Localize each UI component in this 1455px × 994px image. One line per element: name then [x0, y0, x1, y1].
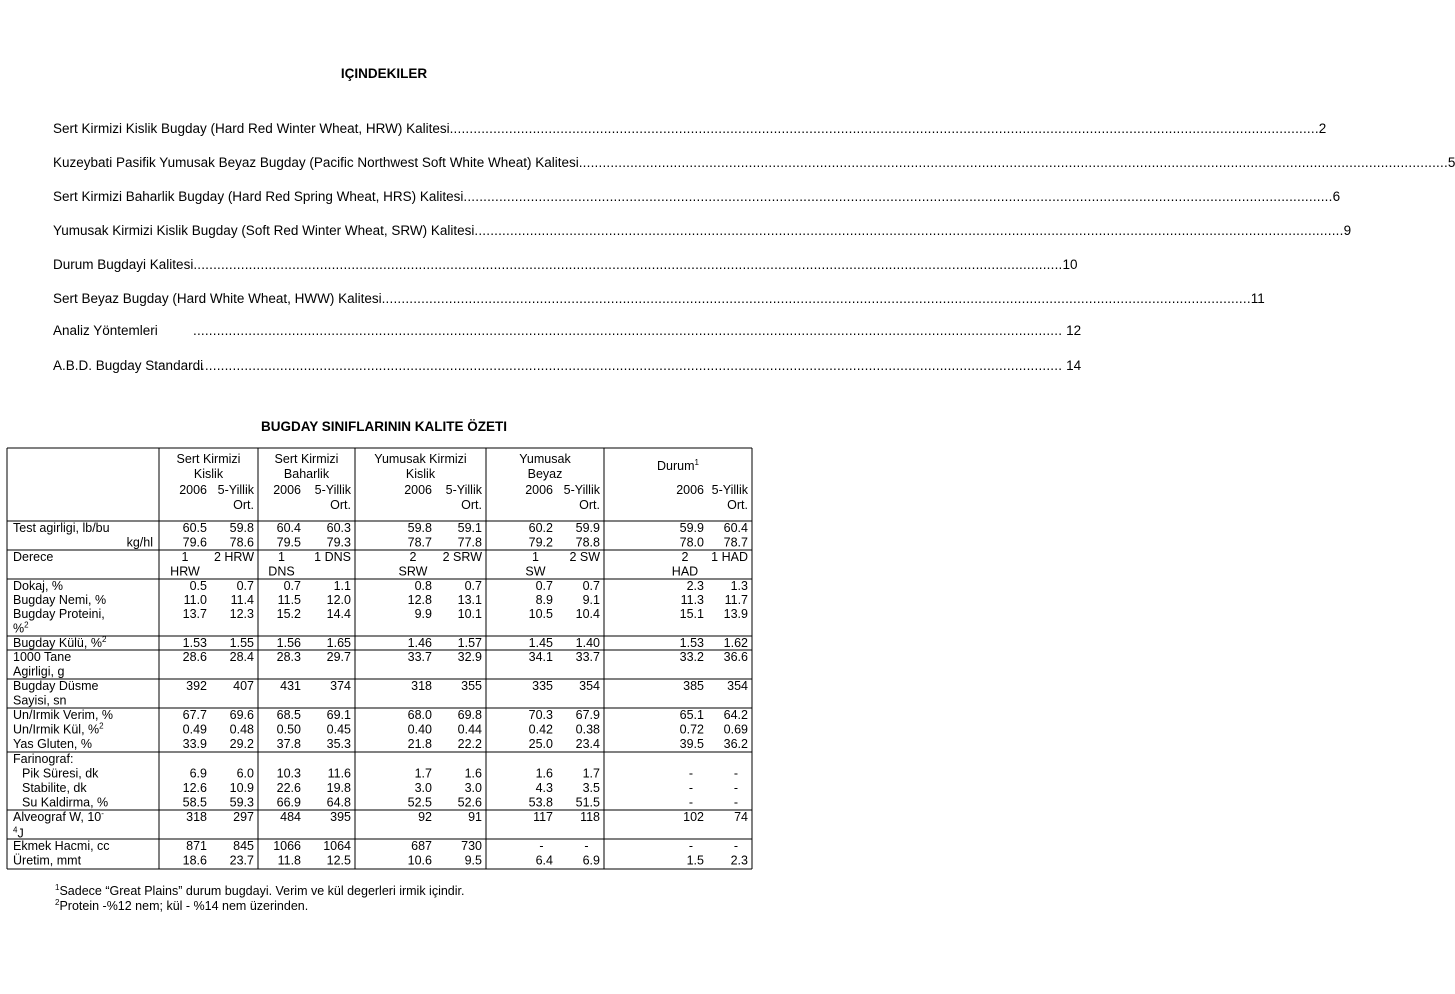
table-cell-value: 11.3: [680, 593, 704, 607]
table-cell-value: 22.2: [457, 737, 482, 751]
column-group-subtitle: Kislik: [193, 467, 224, 481]
table-cell-value: 68.5: [276, 708, 301, 722]
table-cell-value: 69.6: [229, 708, 254, 722]
table-cell-value: 70.3: [528, 708, 553, 722]
toc-entry-label: Yumusak Kirmizi Kislik Bugday (Soft Red Winter Wheat, SRW) Kalitesi: [53, 223, 475, 238]
table-cell-value: 11.0: [183, 593, 207, 607]
table-cell-value: 0.69: [723, 722, 748, 737]
column-group-title: Durum$^1$: [657, 458, 699, 473]
table-cell-value: 79.3: [326, 535, 351, 550]
table-cell-value: 1.46: [407, 636, 432, 650]
superscript: 2: [24, 620, 29, 630]
toc-entry[interactable]: [53, 320, 1082, 338]
table-cell-value: 12.3: [229, 607, 254, 621]
table-cell-value: 118: [580, 810, 600, 824]
footnote: [55, 883, 464, 898]
table-cell-value: 11.7: [724, 593, 748, 607]
table-cell-value: 68.0: [407, 708, 432, 722]
footnote-mark: 1: [55, 883, 60, 892]
table-cell-value: 0.7: [283, 579, 301, 593]
table-cell-value: 117: [533, 810, 553, 824]
row-label: Alveograf W, 10-: [13, 809, 104, 824]
table-cell-value: 2.3: [686, 579, 704, 593]
table-cell-value: 2.3: [730, 853, 748, 868]
toc-entry-label: Sert Beyaz Bugday (Hard White Wheat, HWW) Kalitesi: [53, 291, 382, 306]
toc-leader-dots: ............................................................................................................................................................................................................................: [381, 291, 1251, 306]
table-cell-value: 60.5: [182, 521, 207, 535]
table-cell-value: 79.5: [276, 535, 301, 550]
table-cell-value: 0.45: [326, 722, 351, 737]
footnote: [55, 898, 308, 913]
toc-entry[interactable]: [53, 186, 1341, 204]
table-cell-value: -: [584, 839, 589, 853]
table-cell-value: -: [733, 766, 739, 781]
column-header-avg: Ort.: [727, 498, 748, 512]
toc-entry[interactable]: [53, 355, 1082, 373]
toc-entry-label: A.B.D. Bugday Standardi: [53, 358, 204, 373]
table-cell-value: 354: [579, 679, 600, 693]
table-cell-value: SW: [525, 564, 546, 579]
table-cell-value: 33.2: [679, 650, 704, 664]
table-cell-value: 52.5: [407, 795, 432, 810]
row-label: %$^2$: [13, 620, 29, 636]
table-cell-value: 59.9: [575, 521, 600, 535]
table-cell-value: 13.9: [723, 607, 748, 621]
table-cell-value: 15.2: [276, 607, 301, 621]
toc-entry[interactable]: [53, 254, 1078, 272]
row-label-text: J: [17, 826, 24, 841]
table-cell-value: 59.9: [679, 521, 704, 535]
toc-entry-label: Sert Kirmizi Baharlik Bugday (Hard Red Spring Wheat, HRS) Kalitesi: [53, 189, 464, 204]
toc-entry-page: 12: [1066, 323, 1082, 338]
row-label: Bugday Nemi, %: [13, 593, 107, 607]
table-cell-value: SRW: [398, 564, 428, 579]
table-cell-value: 730: [461, 839, 482, 853]
column-group-title: Sert Kirmizi: [176, 452, 241, 466]
table-cell-value: -: [733, 795, 739, 810]
table-cell-value: 318: [411, 679, 432, 693]
table-cell-value: 59.8: [407, 521, 432, 535]
table-cell-value: 78.0: [679, 535, 704, 550]
column-group-subtitle: Baharlik: [283, 467, 330, 481]
row-label: Bugday Düsme: [13, 679, 99, 693]
superscript: 2: [101, 635, 107, 644]
table-cell-value: 318: [186, 810, 207, 824]
table-cell-value: 6.9: [189, 766, 207, 781]
toc-leader-dots: ............................................................................................................................................................................................................................: [578, 155, 1448, 170]
superscript: 2: [99, 721, 104, 731]
table-cell-value: 78.7: [723, 535, 748, 550]
table-cell-value: 52.6: [457, 795, 482, 810]
summary-title: BUGDAY SINIFLARININ KALITE ÖZETI: [260, 419, 507, 434]
table-cell-value: 3.0: [464, 781, 482, 795]
table-cell-value: DNS: [268, 564, 295, 579]
table-cell-value: 0.49: [182, 722, 207, 737]
column-header-year: 2006: [179, 483, 207, 497]
table-cell-value: 23.7: [229, 853, 254, 868]
row-label: Su Kaldirma, %: [22, 795, 109, 810]
table-cell-value: 60.4: [723, 521, 748, 535]
row-label: Pik Süresi, dk: [22, 766, 99, 781]
row-label: Un/Irmik Kül, %$^2$: [13, 721, 104, 737]
table-cell-value: 0.7: [582, 579, 600, 593]
table-cell-value: 1.3: [730, 579, 748, 593]
table-cell-value: -: [733, 839, 739, 853]
table-cell-value: 66.9: [276, 795, 301, 810]
table-cell-value: 10.4: [575, 607, 600, 621]
table-cell-value: 1.7: [582, 766, 600, 781]
table-cell-value: 36.6: [723, 650, 748, 664]
table-cell-value: 10.9: [229, 781, 254, 795]
table-cell-value: 23.4: [575, 737, 600, 751]
table-cell-value: 8.9: [535, 593, 553, 607]
row-label: Ekmek Hacmi, cc: [13, 839, 110, 853]
table-cell-value: 64.8: [326, 795, 351, 810]
table-cell-value: 0.7: [236, 579, 254, 593]
table-cell-value: 102: [683, 810, 704, 824]
toc-leader-dots: ............................................................................................................................................................................................................................: [193, 257, 1063, 272]
toc-entry-page: 5: [1447, 155, 1455, 170]
table-cell-value: 28.3: [276, 650, 301, 664]
table-cell-value: 385: [683, 679, 704, 693]
table-cell-value: 32.9: [457, 650, 482, 664]
table-cell-value: 2 SW: [569, 550, 600, 564]
table-cell-value: 58.5: [182, 795, 207, 810]
table-cell-value: 0.7: [464, 579, 482, 593]
quality-summary-table-svg: [0, 448, 768, 871]
table-cell-value: 92: [418, 810, 432, 824]
table-cell-value: 60.2: [528, 521, 553, 535]
table-cell-value: 11.6: [327, 766, 351, 781]
footnote-text: Protein -%12 nem; kül - %14 nem üzerinden.: [59, 899, 309, 914]
table-cell-value: 354: [727, 679, 748, 693]
table-cell-value: 10.1: [457, 607, 482, 621]
table-cell-value: 79.6: [182, 535, 207, 550]
table-cell-value: 19.8: [326, 781, 351, 795]
table-cell-value: 4.3: [535, 781, 553, 795]
table-cell-value: 0.8: [414, 579, 432, 593]
table-cell-value: 29.2: [229, 737, 254, 751]
table-cell-value: 13.7: [182, 607, 207, 621]
table-cell-value: 0.38: [575, 722, 600, 737]
table-cell-value: 10.3: [276, 766, 301, 781]
table-cell-value: 395: [330, 810, 351, 824]
footnote-text: Sadece “Great Plains” durum bugdayi. Verim ve kül degerleri irmik içindir.: [59, 884, 465, 899]
column-header-avg: Ort.: [461, 498, 482, 512]
row-label: Yas Gluten, %: [13, 737, 92, 751]
table-cell-value: 67.9: [575, 708, 600, 722]
table-cell-value: 34.1: [528, 650, 553, 664]
table-cell-value: 2 HRW: [213, 550, 254, 564]
table-cell-value: 78.6: [229, 535, 254, 550]
column-group-title: Yumusak: [519, 452, 571, 466]
table-cell-value: 845: [233, 839, 254, 853]
page-title: IÇINDEKILER: [340, 66, 428, 81]
table-cell-value: 0.42: [528, 722, 553, 737]
column-header-avg: 5-Yillik: [217, 483, 254, 497]
column-header-year: 2006: [525, 483, 553, 497]
toc-entry-page: 9: [1343, 223, 1352, 238]
toc-entry[interactable]: [53, 288, 1265, 306]
column-header-avg: 5-Yillik: [445, 483, 482, 497]
table-cell-value: -: [688, 839, 694, 853]
column-header-year: 2006: [404, 483, 432, 497]
table-cell-value: 11.4: [230, 593, 254, 607]
table-cell-value: 12.0: [326, 593, 351, 607]
column-header-year: 2006: [273, 483, 301, 497]
table-cell-value: 1 DNS: [314, 550, 351, 564]
table-cell-value: 60.3: [326, 521, 351, 535]
table-cell-value: 374: [330, 679, 351, 693]
table-cell-value: 51.5: [575, 795, 600, 810]
table-cell-value: 871: [186, 839, 207, 853]
superscript: -: [101, 809, 104, 818]
table-cell-value: 36.2: [723, 737, 748, 751]
table-cell-value: 69.8: [457, 708, 482, 722]
table-cell-value: 1.5: [686, 853, 704, 868]
table-cell-value: 12.8: [407, 593, 432, 607]
table-cell-value: 53.8: [528, 795, 553, 810]
table-cell-value: 355: [461, 679, 482, 693]
table-cell-value: 91: [468, 810, 482, 824]
table-cell-value: 3.0: [414, 781, 432, 795]
table-cell-value: 1.62: [723, 636, 748, 650]
table-cell-value: 1: [278, 550, 285, 564]
row-label: Agirligi, g: [13, 664, 65, 679]
table-cell-value: 1066: [273, 839, 301, 853]
quality-summary-table: [0, 448, 768, 876]
table-cell-value: 1.57: [457, 636, 482, 650]
table-cell-value: 22.6: [276, 781, 301, 795]
table-cell-value: -: [539, 839, 544, 853]
column-header-avg: Ort.: [330, 498, 351, 512]
table-cell-value: 6.0: [236, 766, 254, 781]
table-cell-value: 1.7: [414, 766, 432, 781]
table-cell-value: 28.4: [229, 650, 254, 664]
toc-entry-label: Analiz Yöntemleri: [53, 323, 158, 338]
toc-leader-dots: ............................................................................................................................................................................................................................: [193, 358, 1063, 373]
row-label: Stabilite, dk: [22, 781, 87, 795]
toc-entry[interactable]: [53, 152, 1455, 170]
table-cell-value: 6.9: [582, 853, 600, 868]
toc-leader-dots: ............................................................................................................................................................................................................................: [193, 323, 1063, 338]
row-label: Farinograf:: [13, 752, 74, 766]
table-cell-value: 1.6: [535, 766, 553, 781]
table-cell-value: 0.72: [679, 722, 704, 737]
toc-entry-label: Sert Kirmizi Kislik Bugday (Hard Red Winter Wheat, HRW) Kalitesi: [53, 121, 450, 136]
table-cell-value: 37.8: [276, 737, 301, 751]
table-cell-value: 0.40: [407, 722, 432, 737]
table-cell-value: 11.8: [277, 853, 301, 868]
toc-leader-dots: ............................................................................................................................................................................................................................: [463, 189, 1333, 204]
table-cell-value: 25.0: [528, 737, 553, 751]
table-cell-value: 78.7: [407, 535, 432, 550]
table-cell-value: 407: [233, 679, 254, 693]
column-header-avg: 5-Yillik: [711, 483, 748, 497]
table-cell-value: 29.7: [326, 650, 351, 664]
table-cell-value: -: [733, 781, 739, 795]
table-cell-value: 59.8: [229, 521, 254, 535]
table-cell-value: 60.4: [276, 521, 301, 535]
table-cell-value: 1.6: [464, 766, 482, 781]
table-cell-value: -: [688, 781, 694, 795]
toc-entry-page: 11: [1250, 291, 1265, 306]
table-cell-value: 484: [280, 810, 301, 824]
table-cell-value: 33.7: [407, 650, 432, 664]
table-cell-value: 1064: [323, 839, 351, 853]
toc-leader-dots: ............................................................................................................................................................................................................................: [474, 223, 1344, 238]
table-cell-value: 1.40: [575, 636, 600, 650]
column-header-year: 2006: [676, 483, 704, 497]
table-cell-value: 3.5: [582, 781, 600, 795]
toc-leader-dots: ............................................................................................................................................................................................................................: [449, 121, 1319, 136]
table-cell-value: 392: [186, 679, 207, 693]
table-cell-value: HRW: [170, 564, 200, 579]
table-cell-value: 59.1: [457, 521, 482, 535]
table-cell-value: 0.5: [189, 579, 207, 593]
table-cell-value: 12.5: [326, 853, 351, 868]
table-cell-value: 2: [409, 550, 417, 564]
column-group-title: Yumusak Kirmizi: [374, 452, 467, 466]
table-cell-value: 335: [532, 679, 553, 693]
table-cell-value: 59.3: [229, 795, 254, 810]
table-cell-value: 9.1: [582, 593, 600, 607]
table-cell-value: 2: [681, 550, 689, 564]
column-header-avg: 5-Yillik: [314, 483, 351, 497]
table-cell-value: 6.4: [535, 853, 553, 868]
table-cell-value: 0.7: [535, 579, 553, 593]
table-cell-value: 11.5: [277, 593, 301, 607]
table-cell-value: 1: [532, 550, 539, 564]
table-cell-value: 1.53: [182, 636, 207, 650]
table-cell-value: 28.6: [182, 650, 207, 664]
table-cell-value: 2 SRW: [442, 550, 482, 564]
table-cell-value: 297: [233, 810, 254, 824]
table-cell-value: 14.4: [326, 607, 351, 621]
table-cell-value: 15.1: [679, 607, 704, 621]
toc-entry[interactable]: [53, 220, 1352, 238]
table-cell-value: 78.8: [575, 535, 600, 550]
table-cell-value: 33.7: [575, 650, 600, 664]
toc-entry[interactable]: [53, 118, 1327, 136]
table-cell-value: 13.1: [457, 593, 482, 607]
table-cell-value: 1.45: [528, 636, 553, 650]
table-cell-value: 687: [411, 839, 432, 853]
table-cell-value: -: [688, 766, 694, 781]
table-cell-value: 39.5: [679, 737, 704, 751]
row-label: Dokaj, %: [13, 579, 64, 593]
table-cell-value: -: [688, 795, 694, 810]
row-label: Bugday Külü, %$^2$: [13, 635, 107, 650]
row-label: Test agirligi, lb/bu: [13, 521, 110, 535]
table-cell-value: 1.56: [276, 636, 301, 650]
table-cell-value: 79.2: [528, 535, 553, 550]
toc-entry-page: 14: [1066, 358, 1082, 373]
table-cell-value: 35.3: [326, 737, 351, 751]
row-label: kg/hl: [126, 535, 153, 550]
table-cell-value: HAD: [671, 564, 699, 579]
table-cell-value: 10.6: [407, 853, 432, 868]
table-cell-value: 67.7: [182, 708, 207, 722]
table-cell-value: 0.50: [276, 722, 301, 737]
table-cell-value: 431: [280, 679, 301, 693]
row-label: Üretim, mmt: [13, 853, 82, 868]
row-label: Sayisi, sn: [13, 693, 67, 708]
table-cell-value: 1.53: [679, 636, 704, 650]
superscript: 1: [694, 458, 699, 467]
column-group-title: Sert Kirmizi: [274, 452, 339, 466]
row-label: Bugday Proteini,: [13, 607, 105, 621]
table-cell-value: 18.6: [182, 853, 207, 868]
table-cell-value: 0.44: [457, 722, 482, 737]
toc-entry-page: 10: [1062, 257, 1078, 272]
column-group-subtitle: Beyaz: [527, 467, 563, 481]
column-header-avg: Ort.: [233, 498, 254, 512]
table-cell-value: 74: [734, 810, 748, 824]
toc-entry-label: Durum Bugdayi Kalitesi: [53, 257, 194, 272]
toc-entry-label: Kuzeybati Pasifik Yumusak Beyaz Bugday (Pacific Northwest Soft White Wheat) Kalitesi: [53, 155, 579, 170]
table-cell-value: 33.9: [182, 737, 207, 751]
table-cell-value: 0.48: [229, 722, 254, 737]
table-cell-value: 12.6: [182, 781, 207, 795]
table-cell-value: 1 HAD: [711, 550, 748, 564]
table-cell-value: 9.9: [414, 607, 432, 621]
table-cell-value: 9.5: [464, 853, 482, 868]
table-cell-value: 1.65: [326, 636, 351, 650]
table-cell-value: 77.8: [457, 535, 482, 550]
superscript: 4: [13, 825, 18, 835]
row-label: Derece: [13, 550, 54, 564]
table-cell-value: 65.1: [679, 708, 704, 722]
column-header-avg: Ort.: [579, 498, 600, 512]
toc-entry-page: 6: [1332, 189, 1341, 204]
table-cell-value: 10.5: [528, 607, 553, 621]
toc-entry-page: 2: [1318, 121, 1327, 136]
table-cell-value: 1.55: [229, 636, 254, 650]
column-group-subtitle: Kislik: [405, 467, 436, 481]
table-cell-value: 1.1: [333, 579, 351, 593]
footnote-mark: 2: [55, 898, 60, 907]
table-cell-value: 64.2: [723, 708, 748, 722]
column-header-avg: 5-Yillik: [563, 483, 600, 497]
table-cell-value: 69.1: [326, 708, 351, 722]
table-cell-value: 21.8: [407, 737, 432, 751]
row-label: Un/Irmik Verim, %: [13, 708, 114, 722]
table-cell-value: 1: [181, 550, 189, 564]
row-label: 1000 Tane: [13, 650, 72, 664]
